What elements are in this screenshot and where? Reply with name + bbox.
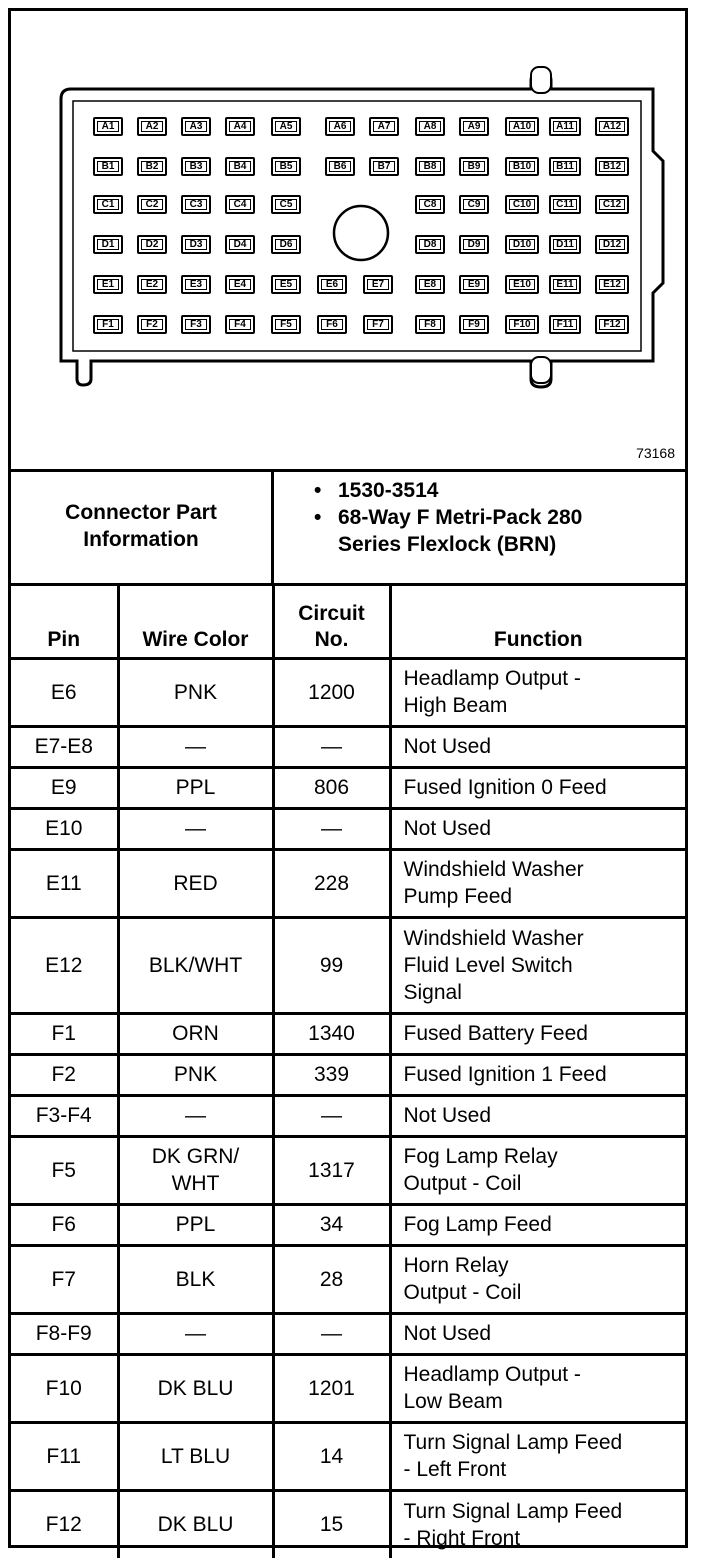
cavity-b4: B4 [225,157,255,176]
pin-cell: F3-F4 [11,1095,118,1136]
cavity-f10: F10 [505,315,539,334]
function-line: Fluid Level Switch [403,953,573,977]
table-row [11,767,685,808]
description-line2: Series Flexlock (BRN) [338,533,557,556]
table-row [11,808,685,849]
wire-color-line: RED [173,871,218,895]
center-post [334,206,388,260]
function-line: - Right Front [403,1526,521,1550]
bullet-icon: • [314,479,322,502]
wire-color-cell [118,849,273,917]
wire-color-cell [118,917,273,1013]
cavity-e8: E8 [415,275,445,294]
circuit-cell: 15 [273,1490,390,1558]
function-line: Pump Feed [403,885,513,908]
header-function: Function [390,583,685,658]
wire-color-line: — [185,817,206,840]
wire-color-line: BLK [175,1267,216,1291]
cavity-b2: B2 [137,157,167,176]
pin-cell: F7 [11,1245,118,1313]
table-row [11,1313,685,1354]
pin-cell: E12 [11,917,118,1013]
cavity-b12: B12 [595,157,629,176]
wire-color-line: PNK [173,680,218,704]
function-cell [390,1354,685,1422]
wire-color-cell [118,1013,273,1054]
wire-color-line: DK GRN/ [151,1145,240,1168]
cavity-a9: A9 [459,117,489,136]
cavity-c9: C9 [459,195,489,214]
function-cell [390,1313,685,1354]
cavity-e3: E3 [181,275,211,294]
cavity-a11: A11 [549,117,581,136]
cavity-b9: B9 [459,157,489,176]
wire-color-cell [118,1136,273,1204]
description-line1: 68-Way F Metri-Pack 280 [338,506,583,529]
wire-color-cell [118,726,273,767]
wire-color-line: ORN [172,1022,219,1045]
wire-color-line: BLK/WHT [148,953,243,977]
cavity-c8: C8 [415,195,445,214]
function-cell [390,808,685,849]
pin-cell: F11 [11,1422,118,1490]
pin-cell: E6 [11,658,118,726]
table-row [11,1245,685,1313]
function-line: Not Used [403,817,492,840]
cavity-e1: E1 [93,275,123,294]
cavity-e12: E12 [595,275,629,294]
cavity-d1: D1 [93,235,123,254]
table-row [11,849,685,917]
connector-info-details [274,477,677,558]
function-cell [390,1136,685,1204]
cavity-f6: F6 [317,315,347,334]
cavity-a6: A6 [325,117,355,136]
circuit-cell: 339 [273,1054,390,1095]
wire-color-line: WHT [171,1172,220,1195]
table-row [11,1054,685,1095]
function-cell [390,726,685,767]
wire-color-line: — [185,735,206,758]
table-row [11,1013,685,1054]
function-line: High Beam [403,694,508,717]
table-header-row [11,583,685,658]
circuit-cell: — [273,1313,390,1354]
pin-table [11,583,685,1558]
function-cell [390,1013,685,1054]
function-line: Headlamp Output - [403,667,581,690]
cavity-d2: D2 [137,235,167,254]
circuit-cell: 806 [273,767,390,808]
top-lock-tab [531,67,551,93]
cavity-a10: A10 [505,117,539,136]
cavity-c12: C12 [595,195,629,214]
table-row [11,726,685,767]
cavity-e10: E10 [505,275,539,294]
pin-cell: F10 [11,1354,118,1422]
pin-cell: F2 [11,1054,118,1095]
pin-cell: E10 [11,808,118,849]
function-cell [390,658,685,726]
header-pin: Pin [11,583,118,658]
pin-cell: F5 [11,1136,118,1204]
cavity-a2: A2 [137,117,167,136]
function-line: Not Used [403,1322,492,1345]
circuit-cell: 34 [273,1204,390,1245]
function-line: Turn Signal Lamp Feed [403,1431,623,1454]
cavity-c5: C5 [271,195,301,214]
cavity-b6: B6 [325,157,355,176]
cavity-f1: F1 [93,315,123,334]
wire-color-line: PPL [175,1213,216,1236]
pin-cell: E9 [11,767,118,808]
cavity-c2: C2 [137,195,167,214]
part-number: 1530-3514 [338,479,439,502]
cavity-a12: A12 [595,117,629,136]
function-line: Fused Battery Feed [403,1022,588,1045]
wire-color-cell [118,1095,273,1136]
function-cell [390,1490,685,1558]
table-body [11,658,685,1558]
cavity-d9: D9 [459,235,489,254]
cavity-f4: F4 [225,315,255,334]
cavity-b8: B8 [415,157,445,176]
cavity-c1: C1 [93,195,123,214]
circuit-cell: 28 [273,1245,390,1313]
circuit-cell: 228 [273,849,390,917]
table-row [11,1354,685,1422]
circuit-cell: — [273,1095,390,1136]
table-row [11,1204,685,1245]
function-line: - Left Front [403,1458,507,1481]
function-line: Windshield Washer [403,858,584,881]
cavity-b7: B7 [369,157,399,176]
pin-cell: E11 [11,849,118,917]
pin-cell: F6 [11,1204,118,1245]
connector-diagram [11,11,685,472]
table-row [11,917,685,1013]
function-line: Fused Ignition 0 Feed [403,776,607,799]
cavity-f9: F9 [459,315,489,334]
cavity-a5: A5 [271,117,301,136]
header-circuit [273,583,390,658]
cavity-b1: B1 [93,157,123,176]
circuit-cell: — [273,726,390,767]
wire-color-cell [118,1204,273,1245]
cavity-d8: D8 [415,235,445,254]
cavity-a1: A1 [93,117,123,136]
cavity-e9: E9 [459,275,489,294]
cavity-b5: B5 [271,157,301,176]
cavity-d6: D6 [271,235,301,254]
table-row [11,1490,685,1558]
function-cell [390,1054,685,1095]
function-line: Horn Relay [403,1254,509,1277]
circuit-cell: 1201 [273,1354,390,1422]
circuit-cell: — [273,808,390,849]
function-line: Fused Ignition 1 Feed [403,1063,607,1086]
cavity-f2: F2 [137,315,167,334]
pin-cell: F1 [11,1013,118,1054]
function-line: Output - Coil [403,1281,522,1304]
header-circuit-line2: No. [314,627,349,651]
cavity-d3: D3 [181,235,211,254]
cavity-e6: E6 [317,275,347,294]
circuit-cell: 1340 [273,1013,390,1054]
bullet-icon: • [314,506,322,529]
cavity-f3: F3 [181,315,211,334]
circuit-cell: 14 [273,1422,390,1490]
wire-color-cell [118,1054,273,1095]
figure-number: 73168 [636,445,675,461]
wire-color-cell [118,767,273,808]
bottom-lock-tab [531,357,551,383]
description-item [274,504,677,558]
wire-color-cell [118,1354,273,1422]
connector-info [11,469,685,586]
wire-color-line: PNK [173,1063,218,1086]
wire-color-line: DK BLU [157,1376,234,1400]
function-line: Not Used [403,1104,492,1127]
connector-info-label-line1: Connector Part [65,501,217,524]
wire-color-line: PPL [175,776,216,799]
function-line: Windshield Washer [403,926,584,950]
cavity-a4: A4 [225,117,255,136]
table-row [11,1422,685,1490]
wire-color-line: — [185,1104,206,1127]
table-row [11,1095,685,1136]
function-cell [390,849,685,917]
function-line: Output - Coil [403,1172,522,1195]
wire-color-cell [118,1490,273,1558]
function-line: Fog Lamp Relay [403,1145,558,1168]
cavity-b11: B11 [549,157,581,176]
cavity-a3: A3 [181,117,211,136]
wire-color-cell [118,1422,273,1490]
pin-cell: F12 [11,1490,118,1558]
function-line: Not Used [403,735,492,758]
function-cell [390,917,685,1013]
part-number-item [274,477,677,504]
cavity-f12: F12 [595,315,629,334]
cavity-b3: B3 [181,157,211,176]
function-cell [390,767,685,808]
cavity-c11: C11 [549,195,581,214]
cavity-e7: E7 [363,275,393,294]
function-line: Fog Lamp Feed [403,1213,552,1236]
wire-color-cell [118,658,273,726]
circuit-cell: 1200 [273,658,390,726]
cavity-c4: C4 [225,195,255,214]
cavity-f7: F7 [363,315,393,334]
pin-cell: E7-E8 [11,726,118,767]
wire-color-cell [118,1313,273,1354]
header-circuit-line1: Circuit [298,601,365,625]
function-cell [390,1245,685,1313]
circuit-cell: 99 [273,917,390,1013]
function-line: Signal [403,980,462,1004]
wire-color-cell [118,1245,273,1313]
cavity-e11: E11 [549,275,581,294]
connector-sheet [8,8,688,1548]
function-line: Low Beam [403,1390,503,1413]
cavity-f8: F8 [415,315,445,334]
wire-color-line: LT BLU [160,1444,231,1468]
function-line: Headlamp Output - [403,1363,581,1386]
header-wire-color: Wire Color [118,583,273,658]
connector-info-label [11,469,274,583]
cavity-e5: E5 [271,275,301,294]
cavity-c10: C10 [505,195,539,214]
cavity-f5: F5 [271,315,301,334]
cavity-d4: D4 [225,235,255,254]
wire-color-cell [118,808,273,849]
function-cell [390,1204,685,1245]
wire-color-line: DK BLU [157,1513,234,1537]
cavity-a8: A8 [415,117,445,136]
cavity-a7: A7 [369,117,399,136]
cavity-d11: D11 [549,235,581,254]
cavity-c3: C3 [181,195,211,214]
wire-color-line: — [185,1322,206,1345]
cavity-b10: B10 [505,157,539,176]
circuit-cell: 1317 [273,1136,390,1204]
connector-info-label-line2: Information [83,528,199,551]
function-line: Turn Signal Lamp Feed [403,1499,623,1523]
cavity-d12: D12 [595,235,629,254]
cavity-e4: E4 [225,275,255,294]
table-row [11,658,685,726]
cavity-d10: D10 [505,235,539,254]
function-cell [390,1422,685,1490]
pin-cell: F8-F9 [11,1313,118,1354]
table-row [11,1136,685,1204]
cavity-e2: E2 [137,275,167,294]
function-cell [390,1095,685,1136]
cavity-f11: F11 [549,315,581,334]
